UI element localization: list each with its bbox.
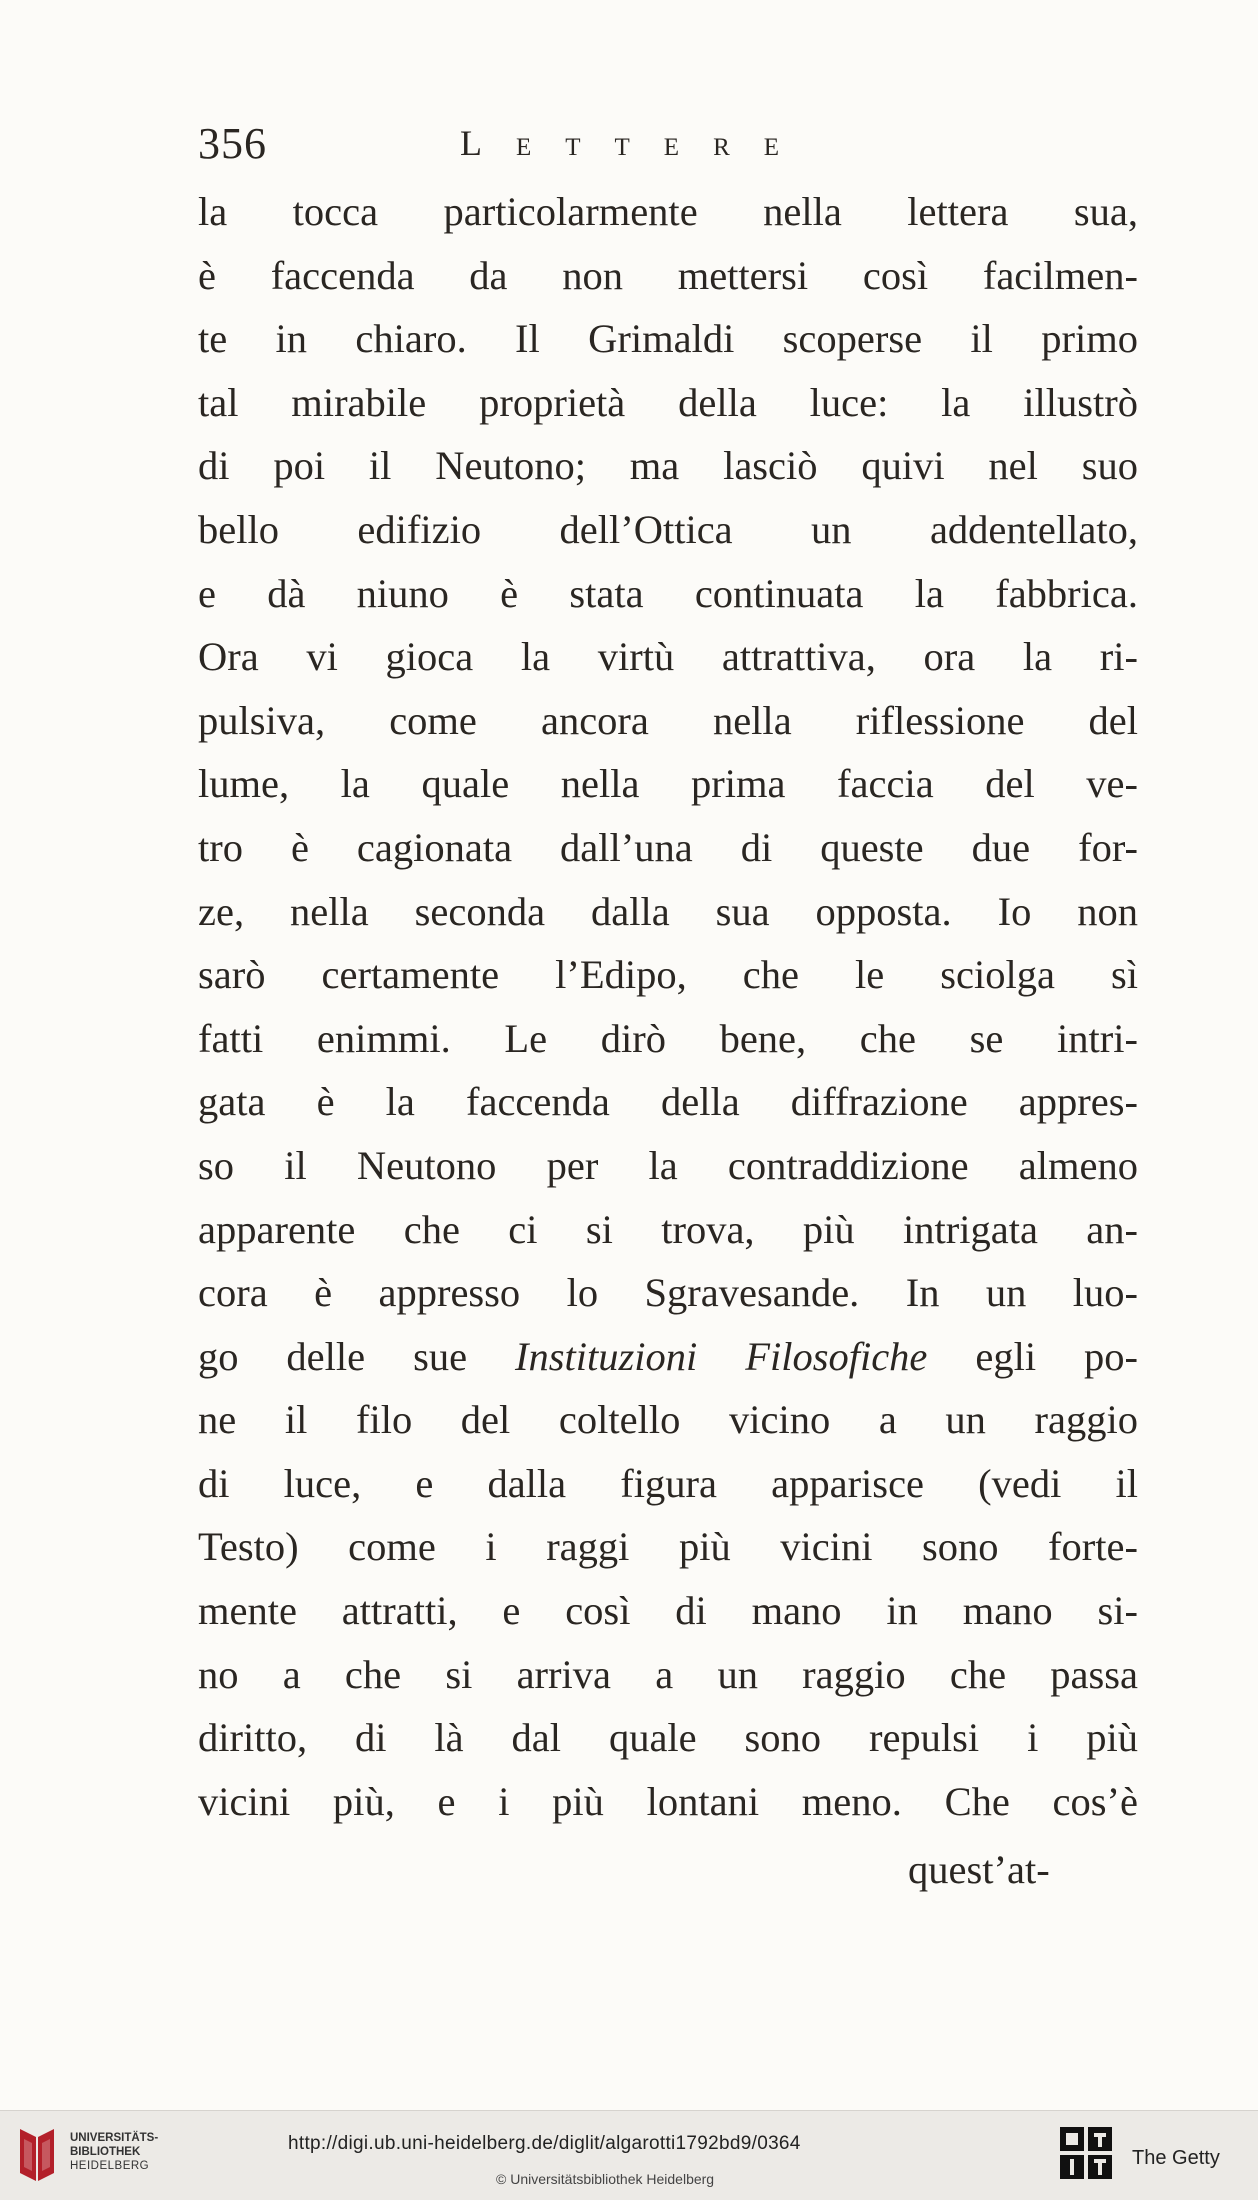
text-line <box>198 180 1138 244</box>
text-segment: mente attratti, e così di mano in mano si- <box>198 1588 1138 1634</box>
text-line <box>198 434 1138 498</box>
text-line <box>198 752 1138 816</box>
text-line <box>198 562 1138 626</box>
text-line <box>198 943 1138 1007</box>
italic-title: Instituzioni Filosofiche <box>515 1333 928 1379</box>
getty-logo-icon[interactable] <box>1058 2125 1114 2187</box>
text-segment: diritto, di là dal quale sono repulsi i più <box>198 1715 1138 1761</box>
text-line <box>198 307 1138 371</box>
text-segment: pulsiva, come ancora nella riflessione del <box>198 697 1138 743</box>
text-segment: lume, la quale nella prima faccia del ve- <box>198 761 1138 807</box>
text-line <box>198 1452 1138 1516</box>
body-text <box>198 180 1138 1833</box>
text-line <box>198 1579 1138 1643</box>
text-line <box>198 1134 1138 1198</box>
text-segment: ne il filo del coltello vicino a un raggio <box>198 1397 1138 1443</box>
library-name-line3: HEIDELBERG <box>70 2160 150 2172</box>
library-name <box>70 2131 158 2173</box>
text-line <box>198 1770 1138 1834</box>
text-segment: egli po- <box>927 1333 1138 1379</box>
text-line <box>198 1070 1138 1134</box>
text-segment: Testo) come i raggi più vicini sono forte- <box>198 1524 1138 1570</box>
text-line <box>198 1325 1138 1389</box>
text-line <box>198 816 1138 880</box>
text-segment: di luce, e dalla figura apparisce (vedi il <box>198 1460 1138 1506</box>
text-segment: apparente che ci si trova, più intrigata an- <box>198 1206 1138 1252</box>
text-segment: è faccenda da non mettersi così facilmen- <box>198 252 1138 298</box>
text-segment: no a che si arriva a un raggio che passa <box>198 1651 1138 1697</box>
text-segment: go delle sue <box>198 1333 515 1379</box>
text-segment: Ora vi gioca la virtù attrattiva, ora la ri- <box>198 634 1138 680</box>
text-line <box>198 1198 1138 1262</box>
page-number: 356 <box>198 119 267 168</box>
university-library-logo-icon[interactable] <box>12 2123 62 2185</box>
text-segment: di poi il Neutono; ma lasciò quivi nel suo <box>198 443 1138 489</box>
viewer-footer <box>0 2110 1258 2200</box>
text-segment: vicini più, e i più lontani meno. Che cos’è <box>198 1778 1138 1824</box>
text-segment: ze, nella seconda dalla sua opposta. Io non <box>198 888 1138 934</box>
library-name-line2: BIBLIOTHEK <box>70 2146 141 2158</box>
catchword: quest’at- <box>908 1847 1050 1892</box>
text-segment: la tocca particolarmente nella lettera sua, <box>198 189 1138 234</box>
text-segment: tro è cagionata dall’una di queste due for- <box>198 824 1138 870</box>
text-line <box>198 625 1138 689</box>
text-segment: e dà niuno è stata continuata la fabbrica. <box>198 570 1138 616</box>
permalink-url[interactable]: http://digi.ub.uni-heidelberg.de/diglit/algarotti1792bd9/0364 <box>288 2133 801 2154</box>
text-line <box>198 1007 1138 1071</box>
library-name-line1: UNIVERSITÄTS- <box>70 2132 159 2144</box>
text-segment: gata è la faccenda della diffrazione appres- <box>198 1079 1138 1125</box>
text-segment: sarò certamente l’Edipo, che le sciolga sì <box>198 952 1138 998</box>
text-line <box>198 498 1138 562</box>
text-segment: bello edifizio dell’Ottica un addentellato, <box>198 506 1138 552</box>
running-title: Lettere <box>460 123 814 163</box>
text-line <box>198 244 1138 308</box>
text-line <box>198 1515 1138 1579</box>
text-line <box>198 1643 1138 1707</box>
getty-name: The Getty <box>1132 2147 1220 2169</box>
text-segment: cora è appresso lo Sgravesande. In un luo- <box>198 1270 1138 1316</box>
text-line <box>198 1388 1138 1452</box>
text-line <box>198 689 1138 753</box>
text-segment: tal mirabile proprietà della luce: la illustrò <box>198 379 1138 425</box>
text-segment: fatti enimmi. Le dirò bene, che se intri- <box>198 1015 1138 1061</box>
running-head <box>198 118 898 178</box>
text-line <box>198 1261 1138 1325</box>
text-line <box>198 371 1138 435</box>
text-line <box>198 880 1138 944</box>
text-segment: te in chiaro. Il Grimaldi scoperse il primo <box>198 316 1138 362</box>
copyright-notice: © Universitätsbibliothek Heidelberg <box>496 2171 715 2187</box>
text-line <box>198 1706 1138 1770</box>
text-segment: so il Neutono per la contraddizione almeno <box>198 1142 1138 1188</box>
